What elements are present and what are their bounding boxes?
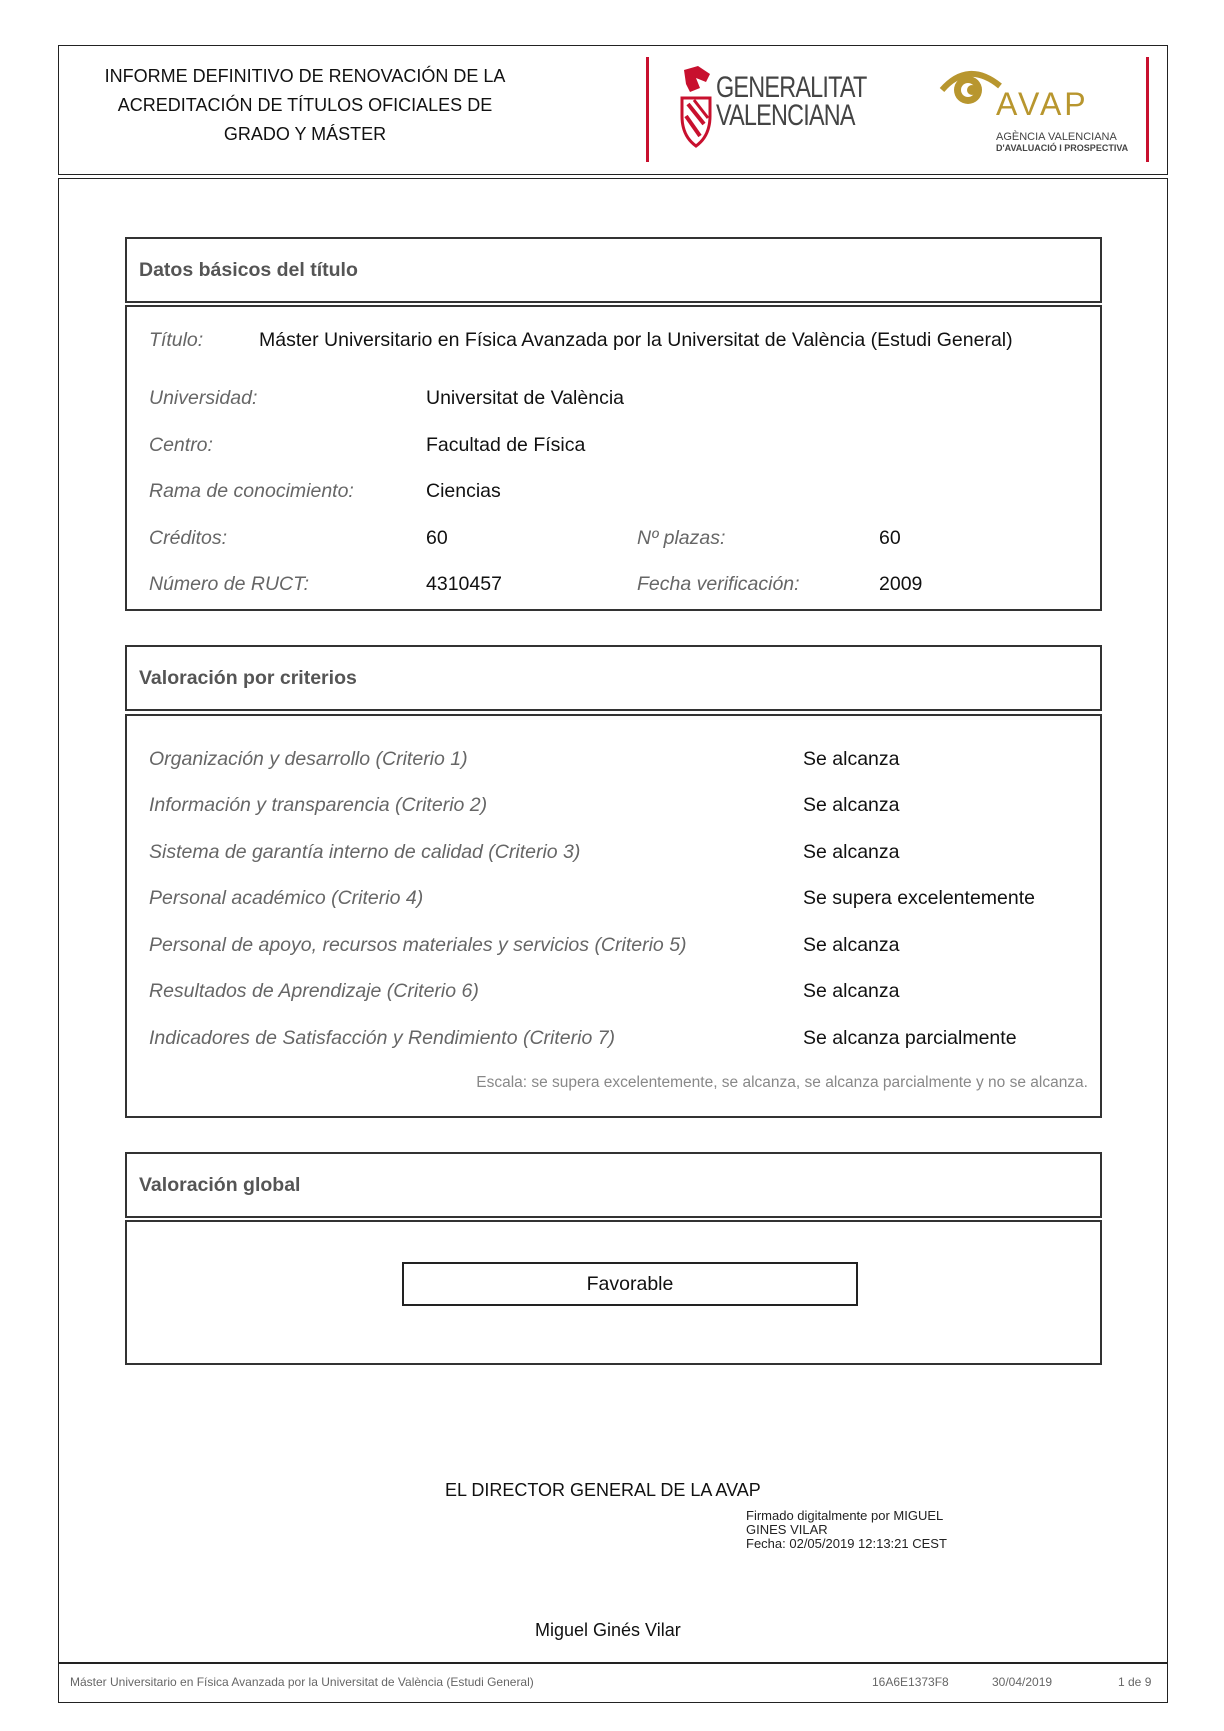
criterio-value: Se supera excelentemente bbox=[803, 887, 1035, 909]
titulo-label: Título: bbox=[149, 329, 204, 351]
generalitat-logo-text: GENERALITAT VALENCIANA bbox=[716, 71, 867, 132]
generalitat-shield-icon bbox=[676, 64, 716, 148]
universidad-value: Universitat de València bbox=[426, 387, 624, 409]
digital-signature-line: Fecha: 02/05/2019 12:13:21 CEST bbox=[746, 1536, 947, 1551]
plazas-value: 60 bbox=[879, 527, 901, 549]
rama-value: Ciencias bbox=[426, 480, 501, 502]
creditos-value: 60 bbox=[426, 527, 448, 549]
fecha-verificacion-value: 2009 bbox=[879, 573, 923, 595]
avap-logo-subtitle-1: AGÈNCIA VALENCIANA bbox=[996, 131, 1117, 143]
section-title: Datos básicos del título bbox=[139, 259, 358, 281]
section-title: Valoración global bbox=[139, 1174, 301, 1196]
criterio-value: Se alcanza bbox=[803, 980, 900, 1002]
section-title: Valoración por criterios bbox=[139, 667, 357, 689]
criterio-label: Organización y desarrollo (Criterio 1) bbox=[149, 748, 468, 770]
creditos-label: Créditos: bbox=[149, 527, 228, 549]
criterio-label: Resultados de Aprendizaje (Criterio 6) bbox=[149, 980, 479, 1002]
plazas-label: Nº plazas: bbox=[637, 527, 726, 549]
criterio-value: Se alcanza bbox=[803, 748, 900, 770]
centro-label: Centro: bbox=[149, 434, 213, 456]
section-header-datos bbox=[125, 237, 1102, 303]
titulo-value: Máster Universitario en Física Avanzada por la Universitat de València (Estudi General) bbox=[259, 329, 1013, 351]
universidad-label: Universidad: bbox=[149, 387, 258, 409]
criterio-value: Se alcanza bbox=[803, 794, 900, 816]
criterio-label: Personal de apoyo, recursos materiales y servicios (Criterio 5) bbox=[149, 934, 687, 956]
global-result-box: Favorable bbox=[402, 1262, 858, 1306]
criterio-value: Se alcanza bbox=[803, 934, 900, 956]
avap-logo-subtitle-2: D'AVALUACIÓ I PROSPECTIVA bbox=[996, 143, 1129, 153]
digital-signature-line: GINES VILAR bbox=[746, 1522, 828, 1537]
header-divider-left bbox=[646, 57, 649, 162]
criterio-value: Se alcanza bbox=[803, 841, 900, 863]
rama-label: Rama de conocimiento: bbox=[149, 480, 354, 502]
footer-date: 30/04/2019 bbox=[992, 1675, 1053, 1689]
criterio-label: Personal académico (Criterio 4) bbox=[149, 887, 424, 909]
footer-code: 16A6E1373F8 bbox=[872, 1675, 949, 1689]
section-header-global bbox=[125, 1152, 1102, 1218]
signature-role: EL DIRECTOR GENERAL DE LA AVAP bbox=[445, 1480, 761, 1500]
criterio-label: Indicadores de Satisfacción y Rendimiento (Criterio 7) bbox=[149, 1027, 616, 1049]
criterio-value: Se alcanza parcialmente bbox=[803, 1027, 1017, 1049]
signer-name: Miguel Ginés Vilar bbox=[535, 1620, 681, 1640]
criterio-label: Sistema de garantía interno de calidad (Criterio 3) bbox=[149, 841, 581, 863]
criterio-label: Información y transparencia (Criterio 2) bbox=[149, 794, 488, 816]
footer-page: 1 de 9 bbox=[1118, 1675, 1152, 1689]
generalitat-logo bbox=[676, 64, 716, 153]
digital-signature-line: Firmado digitalmente por MIGUEL bbox=[746, 1508, 944, 1523]
document-title: INFORME DEFINITIVO DE RENOVACIÓN DE LA ACREDITACIÓN DE TÍTULOS OFICIALES DE GRADO Y MÁSTER bbox=[104, 66, 506, 144]
scale-note: Escala: se supera excelentemente, se alcanza, se alcanza parcialmente y no se alcanza. bbox=[476, 1074, 1088, 1091]
centro-value: Facultad de Física bbox=[426, 434, 586, 456]
avap-logo-name: AVAP bbox=[996, 86, 1089, 122]
footer-title: Máster Universitario en Física Avanzada por la Universitat de València (Estudi General) bbox=[70, 1675, 534, 1689]
fecha-verificacion-label: Fecha verificación: bbox=[637, 573, 800, 595]
ruct-label: Número de RUCT: bbox=[149, 573, 310, 595]
header-divider-right bbox=[1146, 57, 1149, 162]
section-header-criterios bbox=[125, 645, 1102, 711]
digital-signature bbox=[746, 1509, 947, 1551]
section-box-criterios bbox=[125, 714, 1102, 1118]
ruct-value: 4310457 bbox=[426, 573, 502, 595]
